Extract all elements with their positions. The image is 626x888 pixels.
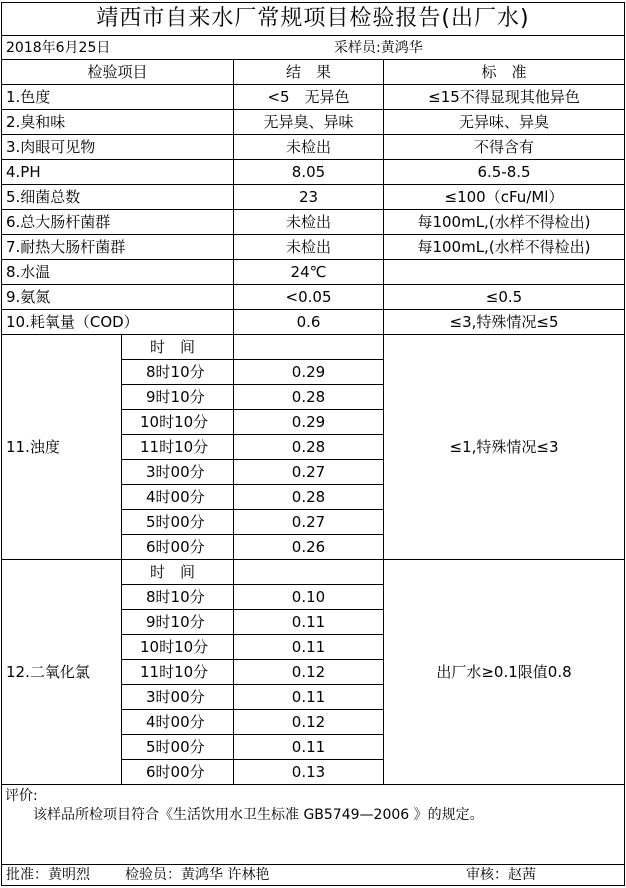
result-value: 8.05 — [234, 160, 384, 185]
standard-value: 不得含有 — [384, 135, 625, 160]
standard-value: ≤0.5 — [384, 285, 625, 310]
time-label: 4时00分 — [122, 710, 234, 735]
measure-value: 0.28 — [234, 435, 384, 460]
time-label: 10时10分 — [122, 410, 234, 435]
time-label: 6时00分 — [122, 535, 234, 560]
inspector: 检验员：黄鸿华 许林艳 — [121, 865, 361, 886]
sampler: 采样员:黄鸿华 — [234, 36, 625, 60]
reviewer: 审核：赵茜 — [361, 865, 625, 886]
time-label: 3时00分 — [122, 685, 234, 710]
time-header-value — [234, 560, 384, 585]
standard-value: 6.5-8.5 — [384, 160, 625, 185]
item-label: 10.耗氧量（COD） — [1, 310, 234, 335]
time-label: 8时10分 — [122, 360, 234, 385]
measure-value: 0.11 — [234, 635, 384, 660]
measure-value: 0.11 — [234, 685, 384, 710]
item-label: 7.耐热大肠杆菌群 — [1, 235, 234, 260]
header-item: 检验项目 — [1, 60, 234, 85]
standard-value: ≤15不得显现其他异色 — [384, 85, 625, 110]
measure-value: 0.12 — [234, 660, 384, 685]
item-label: 1.色度 — [1, 85, 234, 110]
time-label: 11时10分 — [122, 660, 234, 685]
time-label: 9时10分 — [122, 610, 234, 635]
chlorine-standard: 出厂水≥0.1限值0.8 — [384, 560, 625, 785]
measure-value: 0.29 — [234, 360, 384, 385]
measure-value: 0.26 — [234, 535, 384, 560]
measure-value: 0.29 — [234, 410, 384, 435]
turbidity-standard: ≤1,特殊情况≤3 — [384, 335, 625, 560]
time-label: 3时00分 — [122, 460, 234, 485]
result-value: <5 无异色 — [234, 85, 384, 110]
turbidity-item-label: 11.浊度 — [1, 335, 122, 560]
item-label: 8.水温 — [1, 260, 234, 285]
report-date: 2018年6月25日 — [1, 36, 234, 60]
evaluation-label: 评价: — [5, 788, 38, 804]
standard-value: 无异味、异臭 — [384, 110, 625, 135]
standard-value: 每100mL,(水样不得检出) — [384, 210, 625, 235]
result-value: 0.6 — [234, 310, 384, 335]
header-result: 结 果 — [234, 60, 384, 85]
measure-value: 0.12 — [234, 710, 384, 735]
time-label: 6时00分 — [122, 760, 234, 785]
time-label: 11时10分 — [122, 435, 234, 460]
result-value: 未检出 — [234, 135, 384, 160]
time-header: 时 间 — [122, 560, 234, 585]
result-value: <0.05 — [234, 285, 384, 310]
time-label: 5时00分 — [122, 735, 234, 760]
result-value: 无异臭、异味 — [234, 110, 384, 135]
time-label: 5时00分 — [122, 510, 234, 535]
result-value: 24℃ — [234, 260, 384, 285]
item-label: 2.臭和味 — [1, 110, 234, 135]
measure-value: 0.28 — [234, 385, 384, 410]
evaluation-text: 该样品所检项目符合《生活饮用水卫生标准 GB5749—2006 》的规定。 — [33, 807, 484, 823]
result-value: 23 — [234, 185, 384, 210]
measure-value: 0.11 — [234, 610, 384, 635]
header-standard: 标 准 — [384, 60, 625, 85]
standard-value: 每100mL,(水样不得检出) — [384, 235, 625, 260]
report-title: 靖西市自来水厂常规项目检验报告(出厂水) — [1, 2, 625, 36]
evaluation-box — [1, 785, 625, 865]
item-label: 4.PH — [1, 160, 234, 185]
time-label: 4时00分 — [122, 485, 234, 510]
measure-value: 0.10 — [234, 585, 384, 610]
time-header-value — [234, 335, 384, 360]
standard-value — [384, 260, 625, 285]
measure-value: 0.27 — [234, 460, 384, 485]
approver: 批准：黄明烈 — [1, 865, 121, 886]
time-label: 8时10分 — [122, 585, 234, 610]
item-label: 3.肉眼可见物 — [1, 135, 234, 160]
time-header: 时 间 — [122, 335, 234, 360]
item-label: 5.细菌总数 — [1, 185, 234, 210]
measure-value: 0.27 — [234, 510, 384, 535]
chlorine-item-label: 12.二氧化氯 — [1, 560, 122, 785]
result-value: 未检出 — [234, 235, 384, 260]
time-label: 10时10分 — [122, 635, 234, 660]
measure-value: 0.13 — [234, 760, 384, 785]
standard-value: ≤3,特殊情况≤5 — [384, 310, 625, 335]
measure-value: 0.11 — [234, 735, 384, 760]
item-label: 6.总大肠杆菌群 — [1, 210, 234, 235]
standard-value: ≤100（cFu/Ml） — [384, 185, 625, 210]
measure-value: 0.28 — [234, 485, 384, 510]
time-label: 9时10分 — [122, 385, 234, 410]
item-label: 9.氨氮 — [1, 285, 234, 310]
result-value: 未检出 — [234, 210, 384, 235]
